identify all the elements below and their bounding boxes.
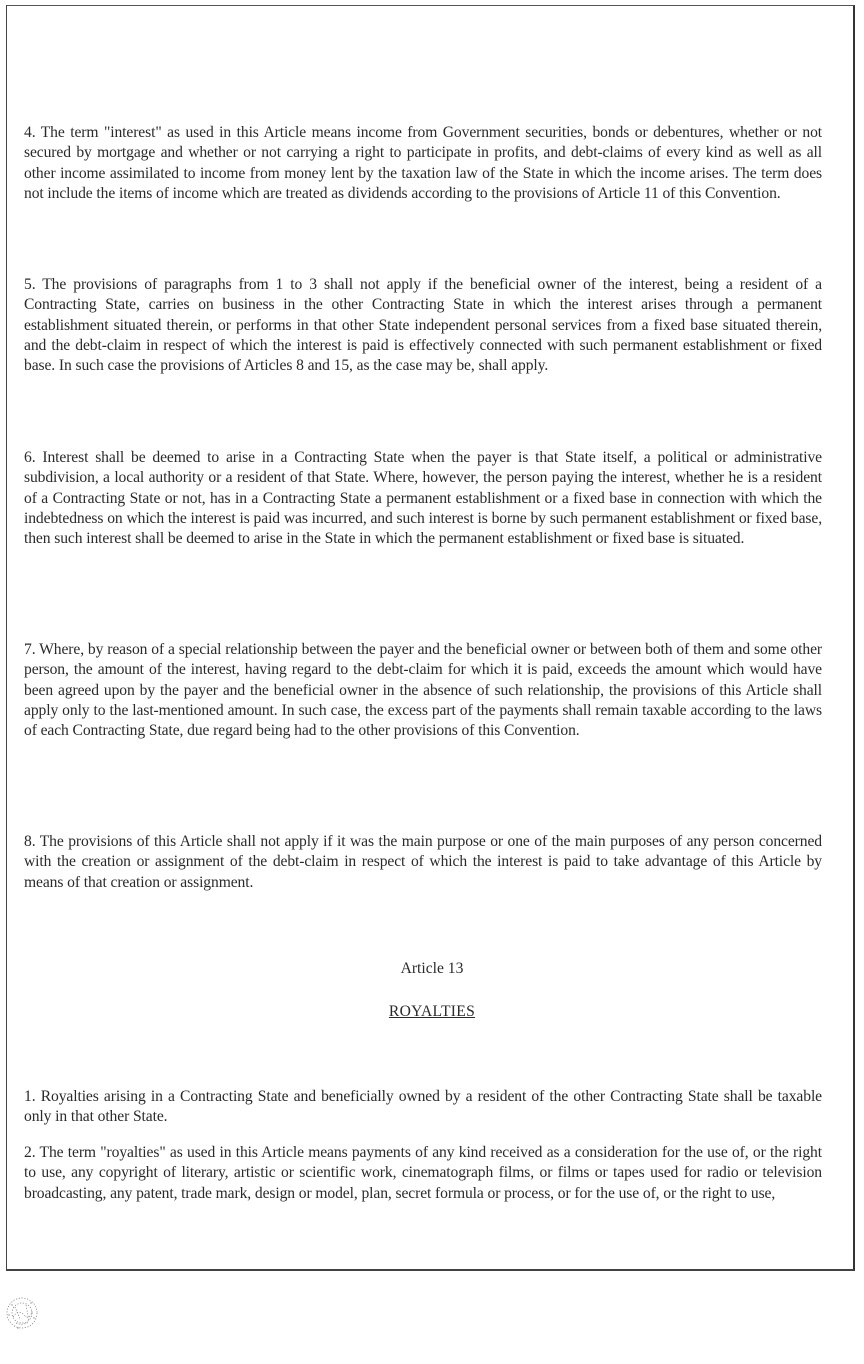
paragraph-royalties-1: 1. Royalties arising in a Contracting State and beneficially owned by a resident of the other Contracting State shall be taxable only in that other State. xyxy=(24,1088,822,1126)
paragraph-interest-4: 4. The term "interest" as used in this Article means income from Government securities, bonds or debentures, whether or not secured by mortgage and whether or not carrying a right to participate in profits, and debt-claims of every kind as well as all other income assimilated to income from money lent by the taxation law of the State in which the income arises. The term does not include the items of income which are treated as dividends according to the provisions of Article 11 of this Convention. xyxy=(24,124,822,202)
paragraph-interest-6: 6. Interest shall be deemed to arise in a Contracting State when the payer is that State itself, a political or administrative subdivision, a local authority or a resident of that State. Where, however, the person paying the interest, whether he is a resident of a Contracting State or not, has in a Contracting State a permanent establishment or a fixed base in connection with which the indebtedness on which the interest is paid was incurred, and such interest is borne by such permanent establishment or fixed base, then such interest shall be deemed to arise in the State in which the permanent establishment or fixed base is situated. xyxy=(24,449,822,548)
official-seal-icon xyxy=(4,1293,40,1333)
paragraph-interest-7: 7. Where, by reason of a special relationship between the payer and the beneficial owner or between both of them and some other person, the amount of the interest, having regard to the debt-claim for which it is paid, exceeds the amount which would have been agreed upon by the payer and the beneficial owner in the absence of such relationship, the provisions of this Article shall apply only to the last-mentioned amount. In such case, the excess part of the payments shall remain taxable according to the laws of each Contracting State, due regard being had to the other provisions of this Convention. xyxy=(24,641,822,740)
paragraph-interest-8: 8. The provisions of this Article shall not apply if it was the main purpose or one of the main purposes of any person concerned with the creation or assignment of the debt-claim in respect of which the interest is paid to take advantage of this Article by means of that creation or assignment. xyxy=(24,833,822,891)
article-number-heading: Article 13 xyxy=(400,960,464,977)
paragraph-royalties-2: 2. The term "royalties" as used in this Article means payments of any kind received as a consideration for the use of, or the right to use, any copyright of literary, artistic or scientific work, cinematograph films, or films or tapes used for radio or television broadcasting, any patent, trade mark, design or model, plan, secret formula or process, or for the use of, or the right to use, xyxy=(24,1144,822,1202)
article-title-heading: ROYALTIES xyxy=(388,1003,476,1020)
paragraph-interest-5: 5. The provisions of paragraphs from 1 to 3 shall not apply if the beneficial owner of the interest, being a resident of a Contracting State, carries on business in the other Contracting State in which the interest arises through a permanent establishment situated therein, or performs in that other State independent personal services from a fixed base situated therein, and the debt-claim in respect of which the interest is paid is effectively connected with such permanent establishment or fixed base. In such case the provisions of Articles 8 and 15, as the case may be, shall apply. xyxy=(24,276,822,375)
